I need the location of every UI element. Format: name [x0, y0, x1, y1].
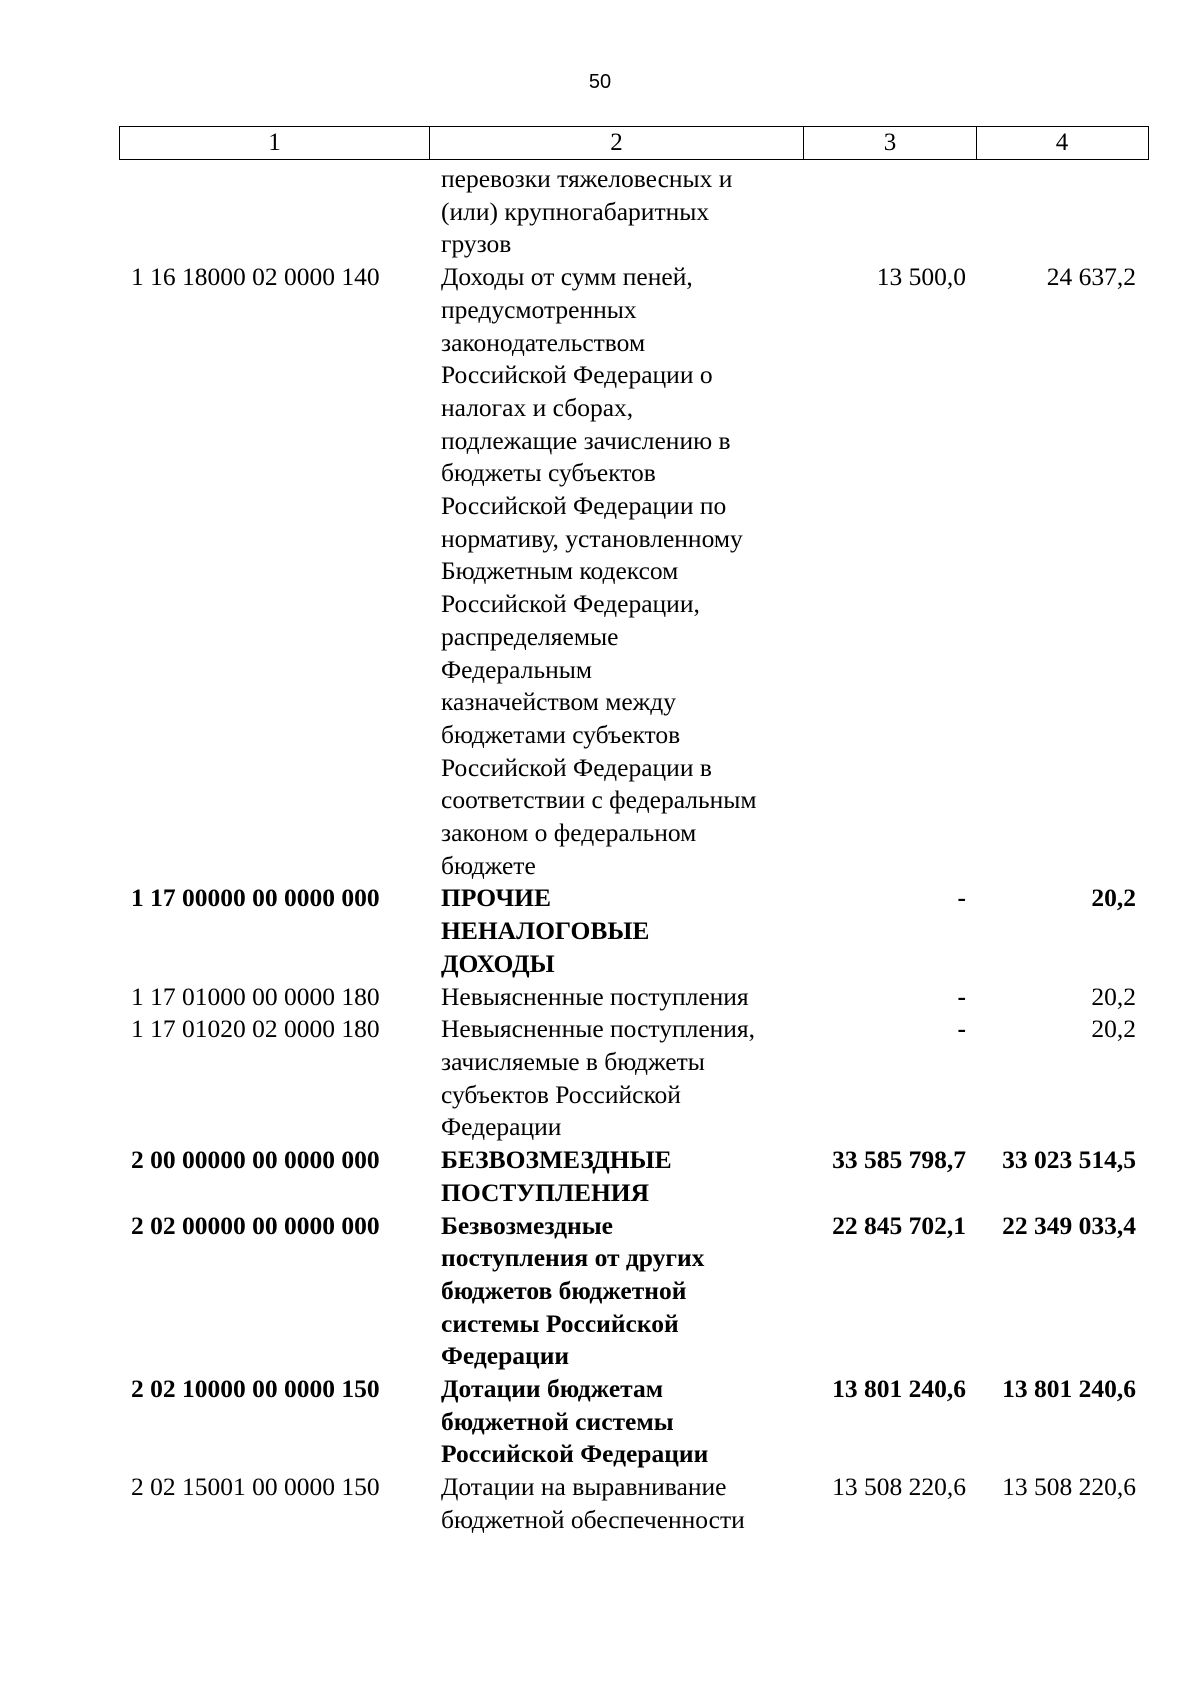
income-name-line: Российской Федерации в — [441, 752, 712, 782]
income-code: 1 16 18000 02 0000 140 — [131, 262, 380, 292]
value-col-4: 20,2 — [1091, 883, 1136, 913]
table-body — [119, 163, 1149, 1537]
table-row — [119, 1013, 1149, 1144]
income-name-line: Федерации — [441, 1112, 562, 1142]
income-name-line: Дотации на выравнивание — [441, 1472, 727, 1502]
income-name-line: бюджетной системы — [441, 1406, 674, 1436]
income-name-line: распределяемые — [441, 621, 619, 651]
value-col-4: 20,2 — [1091, 981, 1136, 1011]
table-row — [119, 1373, 1149, 1471]
income-name-line: бюджеты субъектов — [441, 458, 656, 488]
income-code: 1 17 00000 00 0000 000 — [131, 883, 380, 913]
income-code: 1 17 01000 00 0000 180 — [131, 981, 380, 1011]
table-row — [119, 163, 1149, 261]
income-name — [429, 163, 803, 261]
income-name-line: Российской Федерации — [441, 1439, 709, 1469]
income-code: 1 17 01020 02 0000 180 — [131, 1014, 380, 1044]
value-col-3: - — [957, 981, 966, 1011]
value-col-3 — [803, 163, 976, 261]
value-col-4: 13 508 220,6 — [1002, 1472, 1136, 1502]
income-name-line: ПРОЧИЕ — [441, 883, 552, 913]
income-name-line: предусмотренных — [441, 294, 637, 324]
income-name-line: Невыясненные поступления, — [441, 1014, 756, 1044]
value-col-3: 33 585 798,7 — [832, 1145, 966, 1175]
table-row — [119, 981, 1149, 1014]
value-col-3: 13 500,0 — [876, 262, 966, 292]
table-row — [119, 1471, 1149, 1536]
income-name-line: законодательством — [441, 327, 646, 357]
income-name-line: налогах и сборах, — [441, 392, 634, 422]
income-code: 2 02 10000 00 0000 150 — [131, 1374, 380, 1404]
income-name-line: Российской Федерации, — [441, 589, 700, 619]
income-name-line: Бюджетным кодексом — [441, 556, 679, 586]
header-col-2: 2 — [430, 127, 804, 159]
value-col-4 — [976, 163, 1146, 261]
income-name-line: нормативу, установленному — [441, 523, 743, 553]
income-name-line: поступления от других — [441, 1243, 705, 1273]
table-row — [119, 1210, 1149, 1374]
value-col-3: - — [957, 883, 966, 913]
table-row — [119, 1144, 1149, 1209]
value-col-3: 13 508 220,6 — [832, 1472, 966, 1502]
income-name-line: законом о федеральном — [441, 818, 697, 848]
income-code: 2 02 00000 00 0000 000 — [131, 1210, 380, 1240]
table-header — [119, 126, 1149, 160]
value-col-4: 22 349 033,4 — [1002, 1210, 1136, 1240]
income-name-line: перевозки тяжеловесных и — [441, 164, 733, 193]
value-col-4: 13 801 240,6 — [1002, 1374, 1136, 1404]
income-name — [429, 1471, 803, 1536]
income-name-line: подлежащие зачислению в — [441, 425, 731, 455]
header-col-3: 3 — [804, 127, 977, 159]
page-number: 50 — [588, 71, 612, 93]
income-name-line: бюджетов бюджетной — [441, 1275, 687, 1305]
income-name-line: соответствии с федеральным — [441, 785, 757, 815]
income-name-line: Российской Федерации о — [441, 360, 713, 390]
income-name — [429, 1144, 803, 1209]
income-name-line: бюджетной обеспеченности — [441, 1504, 745, 1534]
income-name-line: ДОХОДЫ — [441, 948, 555, 978]
income-name-line: Безвозмездные — [441, 1210, 613, 1240]
income-name-line: бюджете — [441, 850, 536, 880]
income-name — [429, 1373, 803, 1471]
income-name-line: субъектов Российской — [441, 1079, 681, 1109]
income-name-line: Федерации — [441, 1341, 570, 1371]
income-name-line: Федеральным — [441, 654, 592, 684]
value-col-4: 24 637,2 — [1046, 262, 1136, 292]
income-name-line: БЕЗВОЗМЕЗДНЫЕ — [441, 1145, 672, 1175]
value-col-3: - — [957, 1014, 966, 1044]
income-name — [429, 261, 803, 882]
income-name-line: грузов — [441, 229, 512, 259]
income-name-line: системы Российской — [441, 1308, 679, 1338]
income-name — [429, 1013, 803, 1144]
table-row — [119, 261, 1149, 882]
header-col-1: 1 — [120, 127, 430, 159]
value-col-3: 13 801 240,6 — [832, 1374, 966, 1404]
income-name-line: Невыясненные поступления — [441, 981, 749, 1011]
income-name-line: казначейством между — [441, 687, 677, 717]
income-name-line: ПОСТУПЛЕНИЯ — [441, 1177, 650, 1207]
income-name — [429, 1210, 803, 1374]
income-name-line: зачисляемые в бюджеты — [441, 1046, 705, 1076]
value-col-3: 22 845 702,1 — [832, 1210, 966, 1240]
income-code: 2 02 15001 00 0000 150 — [131, 1472, 380, 1502]
income-name-line: бюджетами субъектов — [441, 719, 681, 749]
income-name — [429, 882, 803, 980]
value-col-4: 33 023 514,5 — [1002, 1145, 1136, 1175]
income-code: 2 00 00000 00 0000 000 — [131, 1145, 380, 1175]
income-name-line: (или) крупногабаритных — [441, 196, 710, 226]
header-col-4: 4 — [1055, 129, 1069, 156]
income-name-line: Дотации бюджетам — [441, 1374, 664, 1404]
income-name-line: Доходы от сумм пеней, — [441, 262, 693, 292]
income-name — [429, 981, 803, 1014]
income-name-line: НЕНАЛОГОВЫЕ — [441, 916, 650, 946]
income-code — [119, 163, 429, 261]
table-row — [119, 882, 1149, 980]
income-name-line: Российской Федерации по — [441, 491, 727, 521]
value-col-4: 20,2 — [1091, 1014, 1136, 1044]
